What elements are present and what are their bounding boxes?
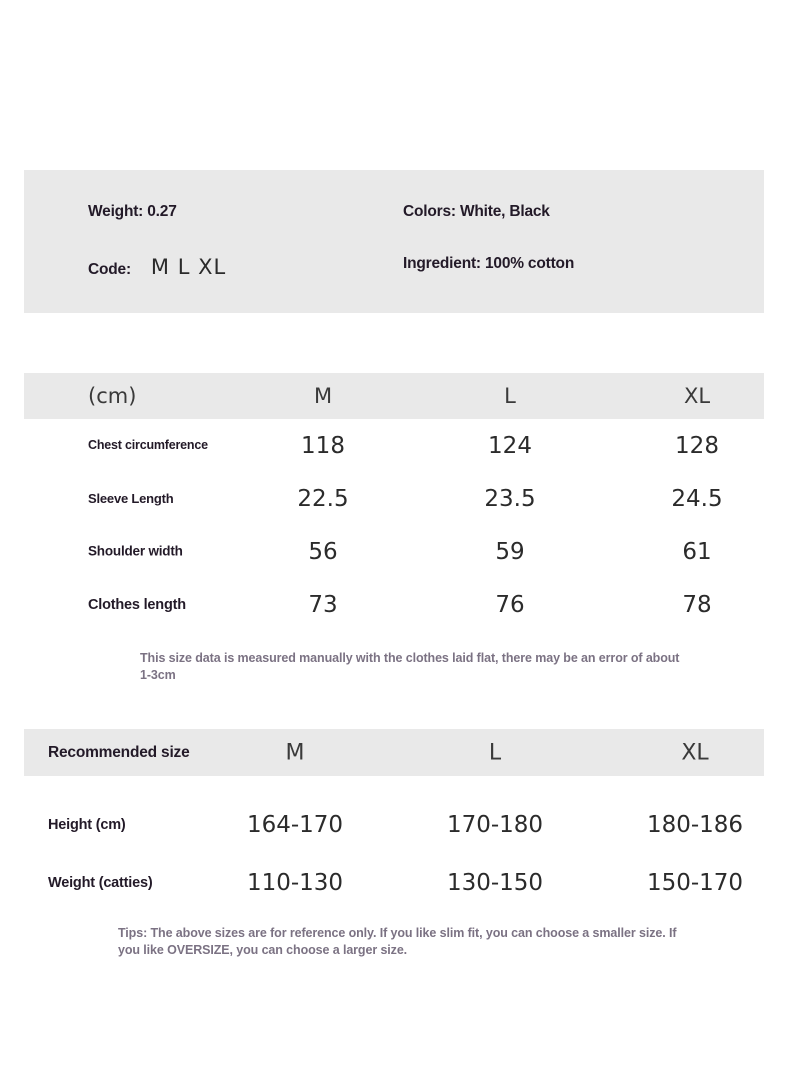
- product-code-cell: [88, 255, 226, 279]
- row-value-sleeve-xl: 24.5: [671, 485, 723, 512]
- row-label-sleeve-length: Sleeve Length: [88, 490, 174, 506]
- product-weight-cell: [88, 203, 177, 221]
- product-ingredient-label: Ingredient: 100% cotton: [403, 255, 575, 272]
- table-row: [24, 419, 764, 472]
- measurement-table-body: [24, 419, 764, 631]
- recommended-table-body: [24, 776, 764, 912]
- row-value-chest-l: 124: [488, 432, 532, 459]
- product-code-value: M L XL: [150, 255, 227, 279]
- row-value-shoulder-xl: 61: [682, 538, 712, 565]
- row-value-chest-xl: 128: [675, 432, 719, 459]
- table-row: [24, 796, 764, 854]
- row-value-height-m: 164-170: [246, 812, 344, 838]
- row-label-clothes-length: Clothes length: [88, 596, 186, 613]
- measurement-unit-label: (cm): [88, 384, 137, 408]
- recommended-table-header: [24, 729, 764, 776]
- row-value-weight-xl: 150-170: [646, 870, 744, 896]
- measurement-header-size-xl: XL: [683, 384, 711, 408]
- row-value-clothes-m: 73: [308, 591, 338, 618]
- recommended-header-size-xl: XL: [681, 740, 709, 765]
- measurement-header-size-m: M: [313, 384, 333, 408]
- row-value-chest-m: 118: [301, 432, 345, 459]
- row-value-clothes-l: 76: [495, 591, 525, 618]
- row-value-weight-m: 110-130: [246, 870, 344, 896]
- row-value-height-xl: 180-186: [646, 812, 744, 838]
- product-code-label: Code:: [88, 261, 131, 278]
- row-value-shoulder-m: 56: [308, 538, 338, 565]
- row-value-sleeve-m: 22.5: [297, 485, 349, 512]
- product-info-row: [24, 203, 764, 237]
- recommended-size-table: [24, 729, 764, 912]
- table-row: [24, 472, 764, 525]
- measurement-header-size-l: L: [504, 384, 516, 408]
- product-info-row: [24, 255, 764, 289]
- measurement-disclaimer-note: This size data is measured manually with the clothes laid flat, there may be an error of about 1-3cm: [140, 651, 680, 682]
- product-info-band: [24, 170, 764, 313]
- recommended-header-size-m: M: [285, 740, 305, 765]
- measurement-table-header: [24, 373, 764, 419]
- row-value-sleeve-l: 23.5: [484, 485, 536, 512]
- row-label-height: Height (cm): [48, 817, 126, 833]
- row-label-shoulder-width: Shoulder width: [88, 543, 183, 559]
- row-value-weight-l: 130-150: [446, 870, 544, 896]
- product-colors-label: Colors: White, Black: [403, 203, 550, 220]
- table-row: [24, 854, 764, 912]
- row-label-weight: Weight (catties): [48, 875, 153, 891]
- row-label-chest-circumference: Chest circumference: [88, 437, 208, 452]
- table-row: [24, 525, 764, 578]
- product-ingredient-cell: [403, 255, 574, 273]
- row-value-height-l: 170-180: [446, 812, 544, 838]
- recommended-tips-note: Tips: The above sizes are for reference only. If you like slim fit, you can choose a smaller size. If you like OVERSIZE, you can choose a larger size.: [118, 926, 677, 957]
- table-row: [24, 578, 764, 631]
- product-colors-cell: [403, 203, 550, 221]
- recommended-size-title: Recommended size: [48, 743, 190, 761]
- recommended-header-size-l: L: [488, 740, 502, 765]
- product-weight-label: Weight: 0.27: [88, 203, 177, 220]
- measurement-size-table: [24, 373, 764, 631]
- row-value-clothes-xl: 78: [682, 591, 712, 618]
- row-value-shoulder-l: 59: [495, 538, 525, 565]
